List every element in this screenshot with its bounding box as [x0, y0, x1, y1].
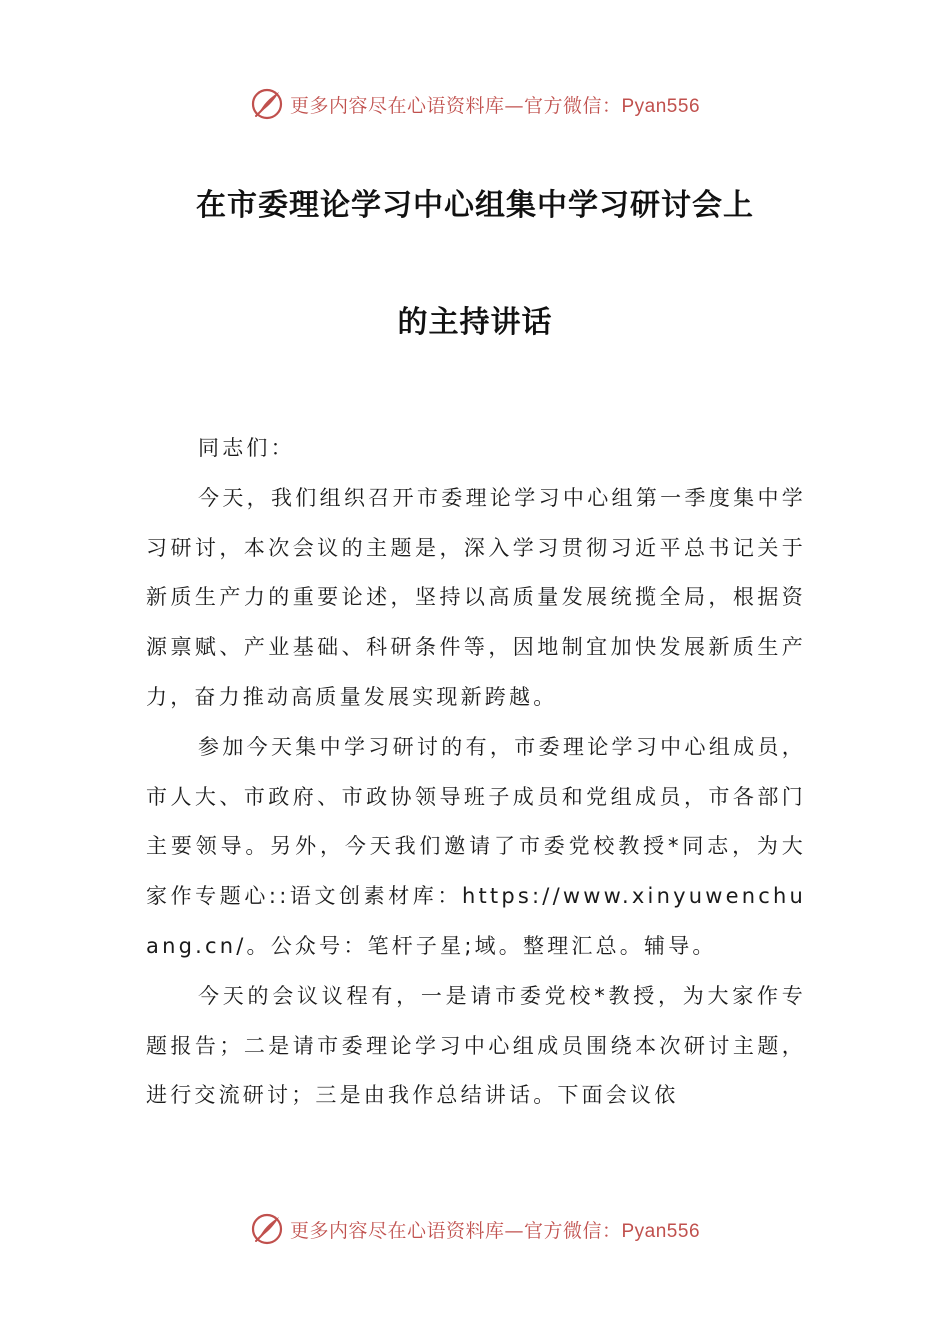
quill-logo-icon [250, 87, 284, 121]
salutation-paragraph: 同志们： [198, 436, 295, 460]
document-title-line1: 在市委理论学习中心组集中学习研讨会上 [196, 188, 754, 223]
body-paragraph: 参加今天集中学习研讨的有，市委理论学习中心组成员，市人大、市政府、市政协领导班子成员和党组成员，市各部门主要领导。另外，今天我们邀请了市委党校教授*同志，为大家作专题心::语文创素材库：https://www.xinyuwenchuang.cn/。公众号：笔杆子星;域。整理汇总。辅导。 [146, 734, 806, 958]
body-paragraph: 今天，我们组织召开市委理论学习中心组第一季度集中学习研讨，本次会议的主题是，深入学习贯彻习近平总书记关于新质生产力的重要论述，坚持以高质量发展统揽全局，根据资源禀赋、产业基础、科研条件等，因地制宜加快发展新质生产力，奋力推动高质量发展实现新跨越。 [146, 485, 806, 709]
document-title-line2: 的主持讲话 [397, 305, 553, 340]
footer-watermark [0, 1209, 950, 1249]
quill-logo-icon [250, 1212, 284, 1246]
body-paragraph: 今天的会议议程有，一是请市委党校*教授，为大家作专题报告；二是请市委理论学习中心组成员围绕本次研讨主题，进行交流研讨；三是由我作总结讲话。下面会议依 [146, 983, 806, 1108]
document-body [146, 424, 806, 1121]
watermark-text: 更多内容尽在心语资料库—官方微信：Pyan556 [289, 1219, 701, 1242]
header-watermark [0, 84, 950, 124]
watermark-text: 更多内容尽在心语资料库—官方微信：Pyan556 [289, 94, 701, 117]
